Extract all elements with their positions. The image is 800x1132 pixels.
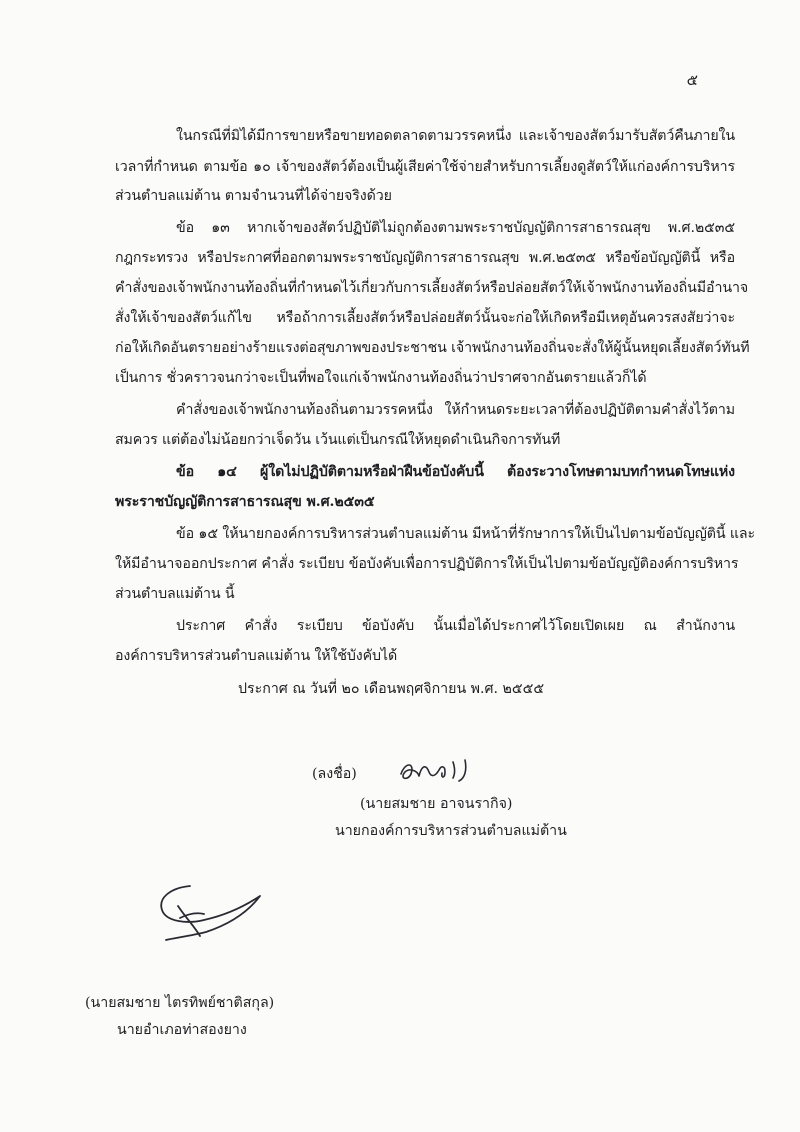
paragraph-line-1: ในกรณีที่มิได้มีการขายหรือขายทอดตลาดตามวรรคหนึ่ง และเจ้าของสัตว์มารับสัตว์คืนภายใน xyxy=(176,128,735,144)
district-chief-signature-image xyxy=(130,878,280,948)
clause-14-line-1: ข้อ ๑๔ ผู้ใดไม่ปฏิบัติตามหรือฝ่าฝืนข้อบังคับนี้ ต้องระวางโทษตามบทกำหนดโทษแห่ง xyxy=(176,464,735,480)
announcement-date: ประกาศ ณ วันที่ ๒๐ เดือนพฤศจิกายน พ.ศ. ๒๕๕๕ xyxy=(238,681,545,697)
clause-13-line-5: ก่อให้เกิดอันตรายอย่างร้ายแรงต่อสุขภาพของประชาชน เจ้าพนักงานท้องถิ่นจะสั่งให้ผู้นั้นหยุดเลี้ยงสัตว์ทันที xyxy=(115,340,750,356)
order-line-2: สมควร แต่ต้องไม่น้อยกว่าเจ็ดวัน เว้นแต่เป็นกรณีให้หยุดดำเนินกิจการทันที xyxy=(115,432,561,448)
clause-15-line-2: ให้มีอำนาจออกประกาศ คำสั่ง ระเบียบ ข้อบังคับเพื่อการปฏิบัติการให้เป็นไปตามข้อบัญญัติองค์การบริหาร xyxy=(115,556,739,572)
signer-name: (นายสมชาย อาจนรากิจ) xyxy=(360,796,513,812)
announcement-line-2: องค์การบริหารส่วนตำบลแม่ต้าน ให้ใช้บังคับได้ xyxy=(115,648,398,664)
mayor-signature-image xyxy=(395,748,505,788)
page-number: ๕ xyxy=(686,71,698,89)
clause-13-line-2: กฎกระทรวง หรือประกาศที่ออกตามพระราชบัญญัติการสาธารณสุข พ.ศ.๒๕๓๕ หรือข้อบัญญัตินี้ หรือ xyxy=(115,250,735,266)
announcement-line-1: ประกาศ คำสั่ง ระเบียบ ข้อบังคับ นั้นเมื่อได้ประกาศไว้โดยเปิดเผย ณ สำนักงาน xyxy=(176,618,735,634)
order-line-1: คำสั่งของเจ้าพนักงานท้องถิ่นตามวรรคหนึ่ง ให้กำหนดระยะเวลาที่ต้องปฏิบัติตามคำสั่งไว้ตาม xyxy=(176,402,735,418)
clause-13-line-3: คำสั่งของเจ้าพนักงานท้องถิ่นที่กำหนดไว้เกี่ยวกับการเลี้ยงสัตว์หรือปล่อยสัตว์ให้เจ้าพนักงานท้องถิ่นมีอำนาจ xyxy=(115,280,749,296)
clause-13-line-4: สั่งให้เจ้าของสัตว์แก้ไข หรือถ้าการเลี้ยงสัตว์หรือปล่อยสัตว์นั้นจะก่อให้เกิดหรือมีเหตุอันควรสงสัยว่าจะ xyxy=(115,310,735,326)
paragraph-line-3: ส่วนตำบลแม่ต้าน ตามจำนวนที่ได้จ่ายจริงด้วย xyxy=(115,188,392,204)
clause-15-line-3: ส่วนตำบลแม่ต้าน นี้ xyxy=(115,586,235,602)
paragraph-line-2: เวลาที่กำหนด ตามข้อ ๑๐ เจ้าของสัตว์ต้องเป็นผู้เสียค่าใช้จ่ายสำหรับการเลี้ยงดูสัตว์ให้แก่องค์การบริหาร xyxy=(115,159,735,175)
approver-name: (นายสมชาย ไตรทิพย์ชาติสกุล) xyxy=(85,995,275,1011)
signature-label: (ลงชื่อ) xyxy=(312,766,357,782)
clause-15-line-1: ข้อ ๑๕ ให้นายกองค์การบริหารส่วนตำบลแม่ต้าน มีหน้าที่รักษาการให้เป็นไปตามข้อบัญญัตินี้ และ xyxy=(176,526,756,542)
signer-title: นายกองค์การบริหารส่วนตำบลแม่ต้าน xyxy=(335,823,567,839)
approver-title: นายอำเภอท่าสองยาง xyxy=(117,1022,247,1038)
clause-13-line-1: ข้อ ๑๓ หากเจ้าของสัตว์ปฏิบัติไม่ถูกต้องตามพระราชบัญญัติการสาธารณสุข พ.ศ.๒๕๓๕ xyxy=(176,220,735,236)
clause-13-line-6: เป็นการ ชั่วคราวจนกว่าจะเป็นที่พอใจแก่เจ้าพนักงานท้องถิ่นว่าปราศจากอันตรายแล้วก็ได้ xyxy=(115,370,647,386)
clause-14-line-2: พระราชบัญญัติการสาธารณสุข พ.ศ.๒๕๓๕ xyxy=(115,494,375,510)
